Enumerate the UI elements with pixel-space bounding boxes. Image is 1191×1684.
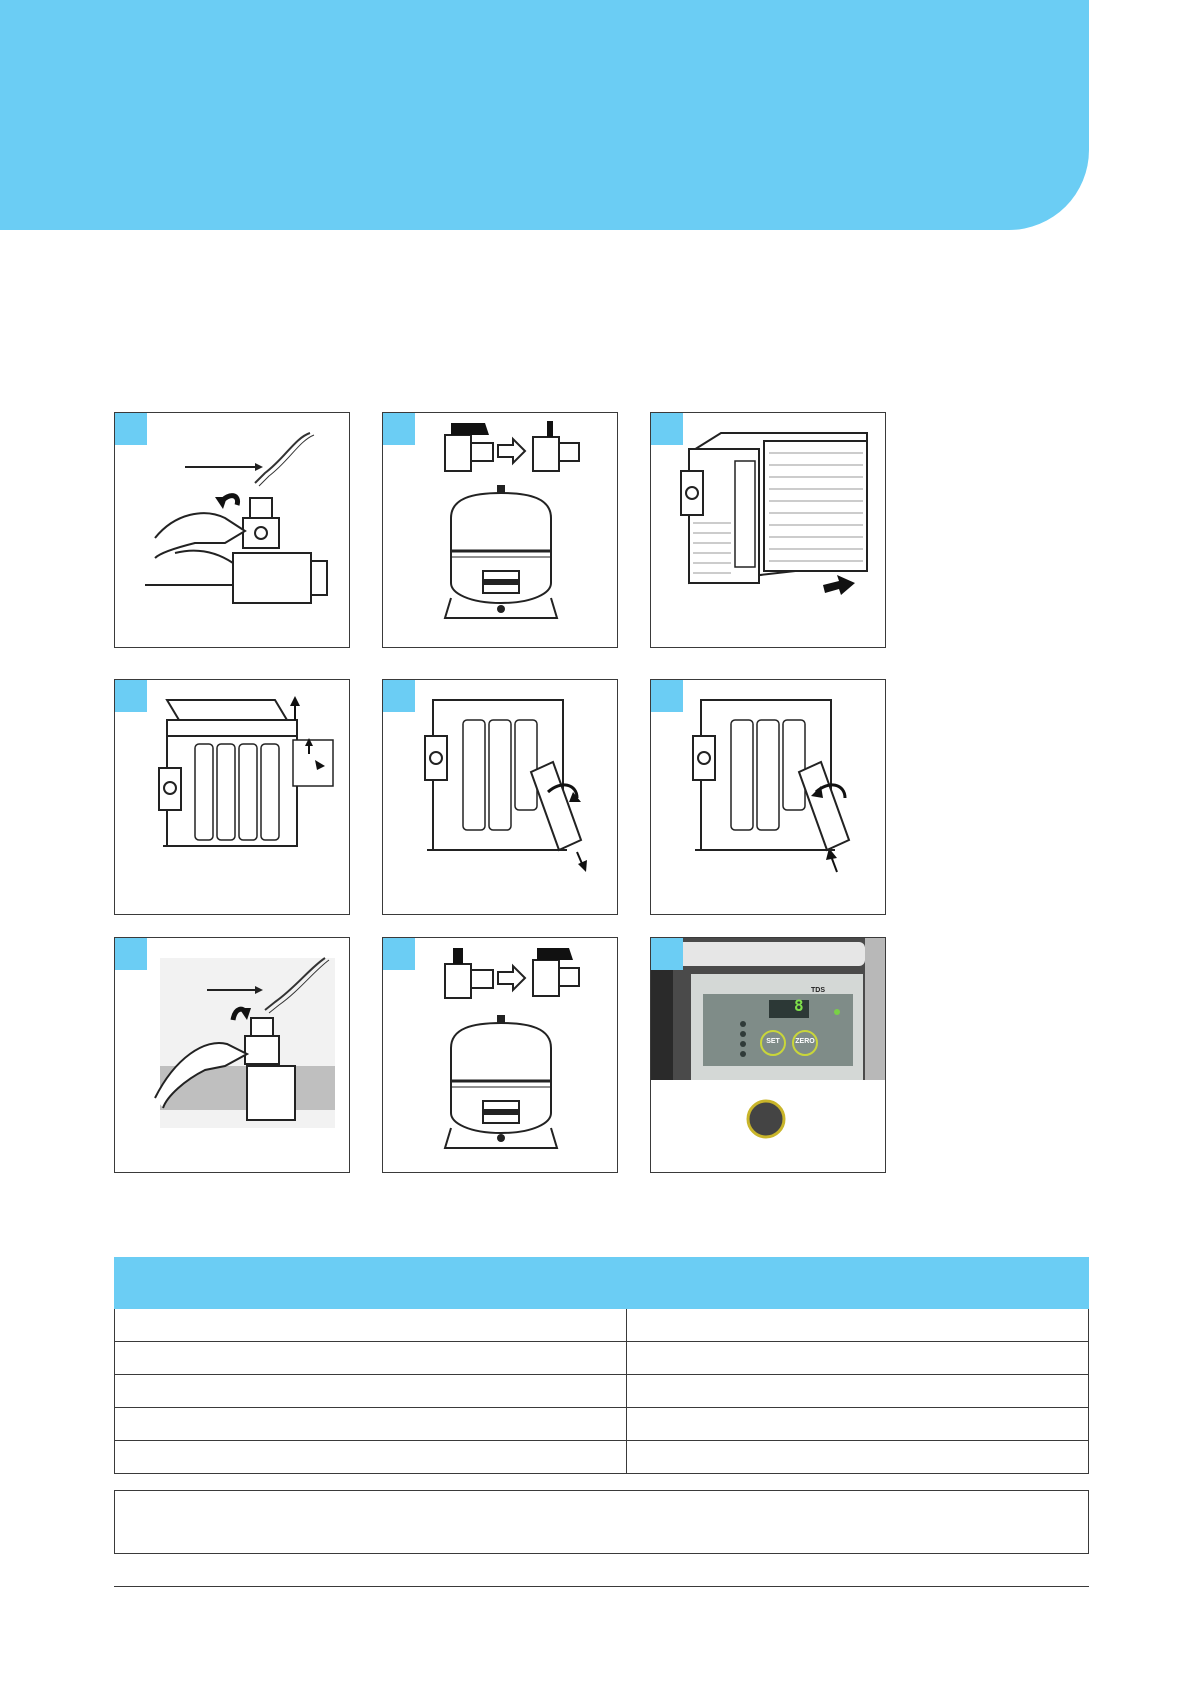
step-number-4 (115, 680, 147, 712)
front-cover-sliding-illustration (651, 413, 886, 648)
step-panel-6 (650, 679, 886, 915)
step-number-8 (383, 938, 415, 970)
step-panel-1 (114, 412, 350, 648)
table-row (115, 1441, 1089, 1474)
table-cell (627, 1441, 1089, 1474)
step-panel-2 (382, 412, 618, 648)
step-panel-7 (114, 937, 350, 1173)
filter-insertion-illustration (651, 680, 886, 915)
step-number-2 (383, 413, 415, 445)
step-panel-4 (114, 679, 350, 915)
feed-valve-closing-illustration (115, 413, 350, 648)
tds-display-digit: 8 (794, 996, 804, 1015)
header-band (0, 0, 1089, 230)
step-number-3 (651, 413, 683, 445)
step-panel-8 (382, 937, 618, 1173)
footer-rule (114, 1586, 1089, 1587)
table-row (115, 1342, 1089, 1375)
table-cell (627, 1408, 1089, 1441)
tank-valve-opening-illustration (383, 938, 618, 1173)
step-number-1 (115, 413, 147, 445)
table-cell (115, 1375, 627, 1408)
table-cell (115, 1441, 627, 1474)
indicator-dot (748, 1101, 784, 1137)
table-row (115, 1309, 1089, 1342)
tds-label: TDS (811, 987, 825, 994)
table-cell (115, 1408, 627, 1441)
step-panel-3 (650, 412, 886, 648)
table-row (115, 1408, 1089, 1441)
table-cell (627, 1342, 1089, 1375)
table-header-cell (115, 1258, 627, 1309)
table-cell (115, 1309, 627, 1342)
step-number-6 (651, 680, 683, 712)
table-cell (115, 1342, 627, 1375)
tank-valve-closing-illustration (383, 413, 618, 648)
control-panel-photo (651, 938, 886, 1173)
table-header-cell (627, 1258, 1089, 1309)
note-box (114, 1490, 1089, 1554)
feed-valve-opening-illustration (115, 938, 350, 1173)
top-cover-lifting-illustration (115, 680, 350, 915)
table-cell (627, 1309, 1089, 1342)
table-row (115, 1375, 1089, 1408)
step-panel-9 (650, 937, 886, 1173)
table-header-row (115, 1258, 1089, 1309)
step-number-5 (383, 680, 415, 712)
set-button[interactable]: SET (766, 1038, 780, 1045)
table-cell (627, 1375, 1089, 1408)
filter-removal-illustration (383, 680, 618, 915)
zero-button[interactable]: ZERO (795, 1038, 815, 1045)
step-number-9 (651, 938, 683, 970)
step-panel-5 (382, 679, 618, 915)
step-number-7 (115, 938, 147, 970)
filter-table (114, 1257, 1089, 1474)
